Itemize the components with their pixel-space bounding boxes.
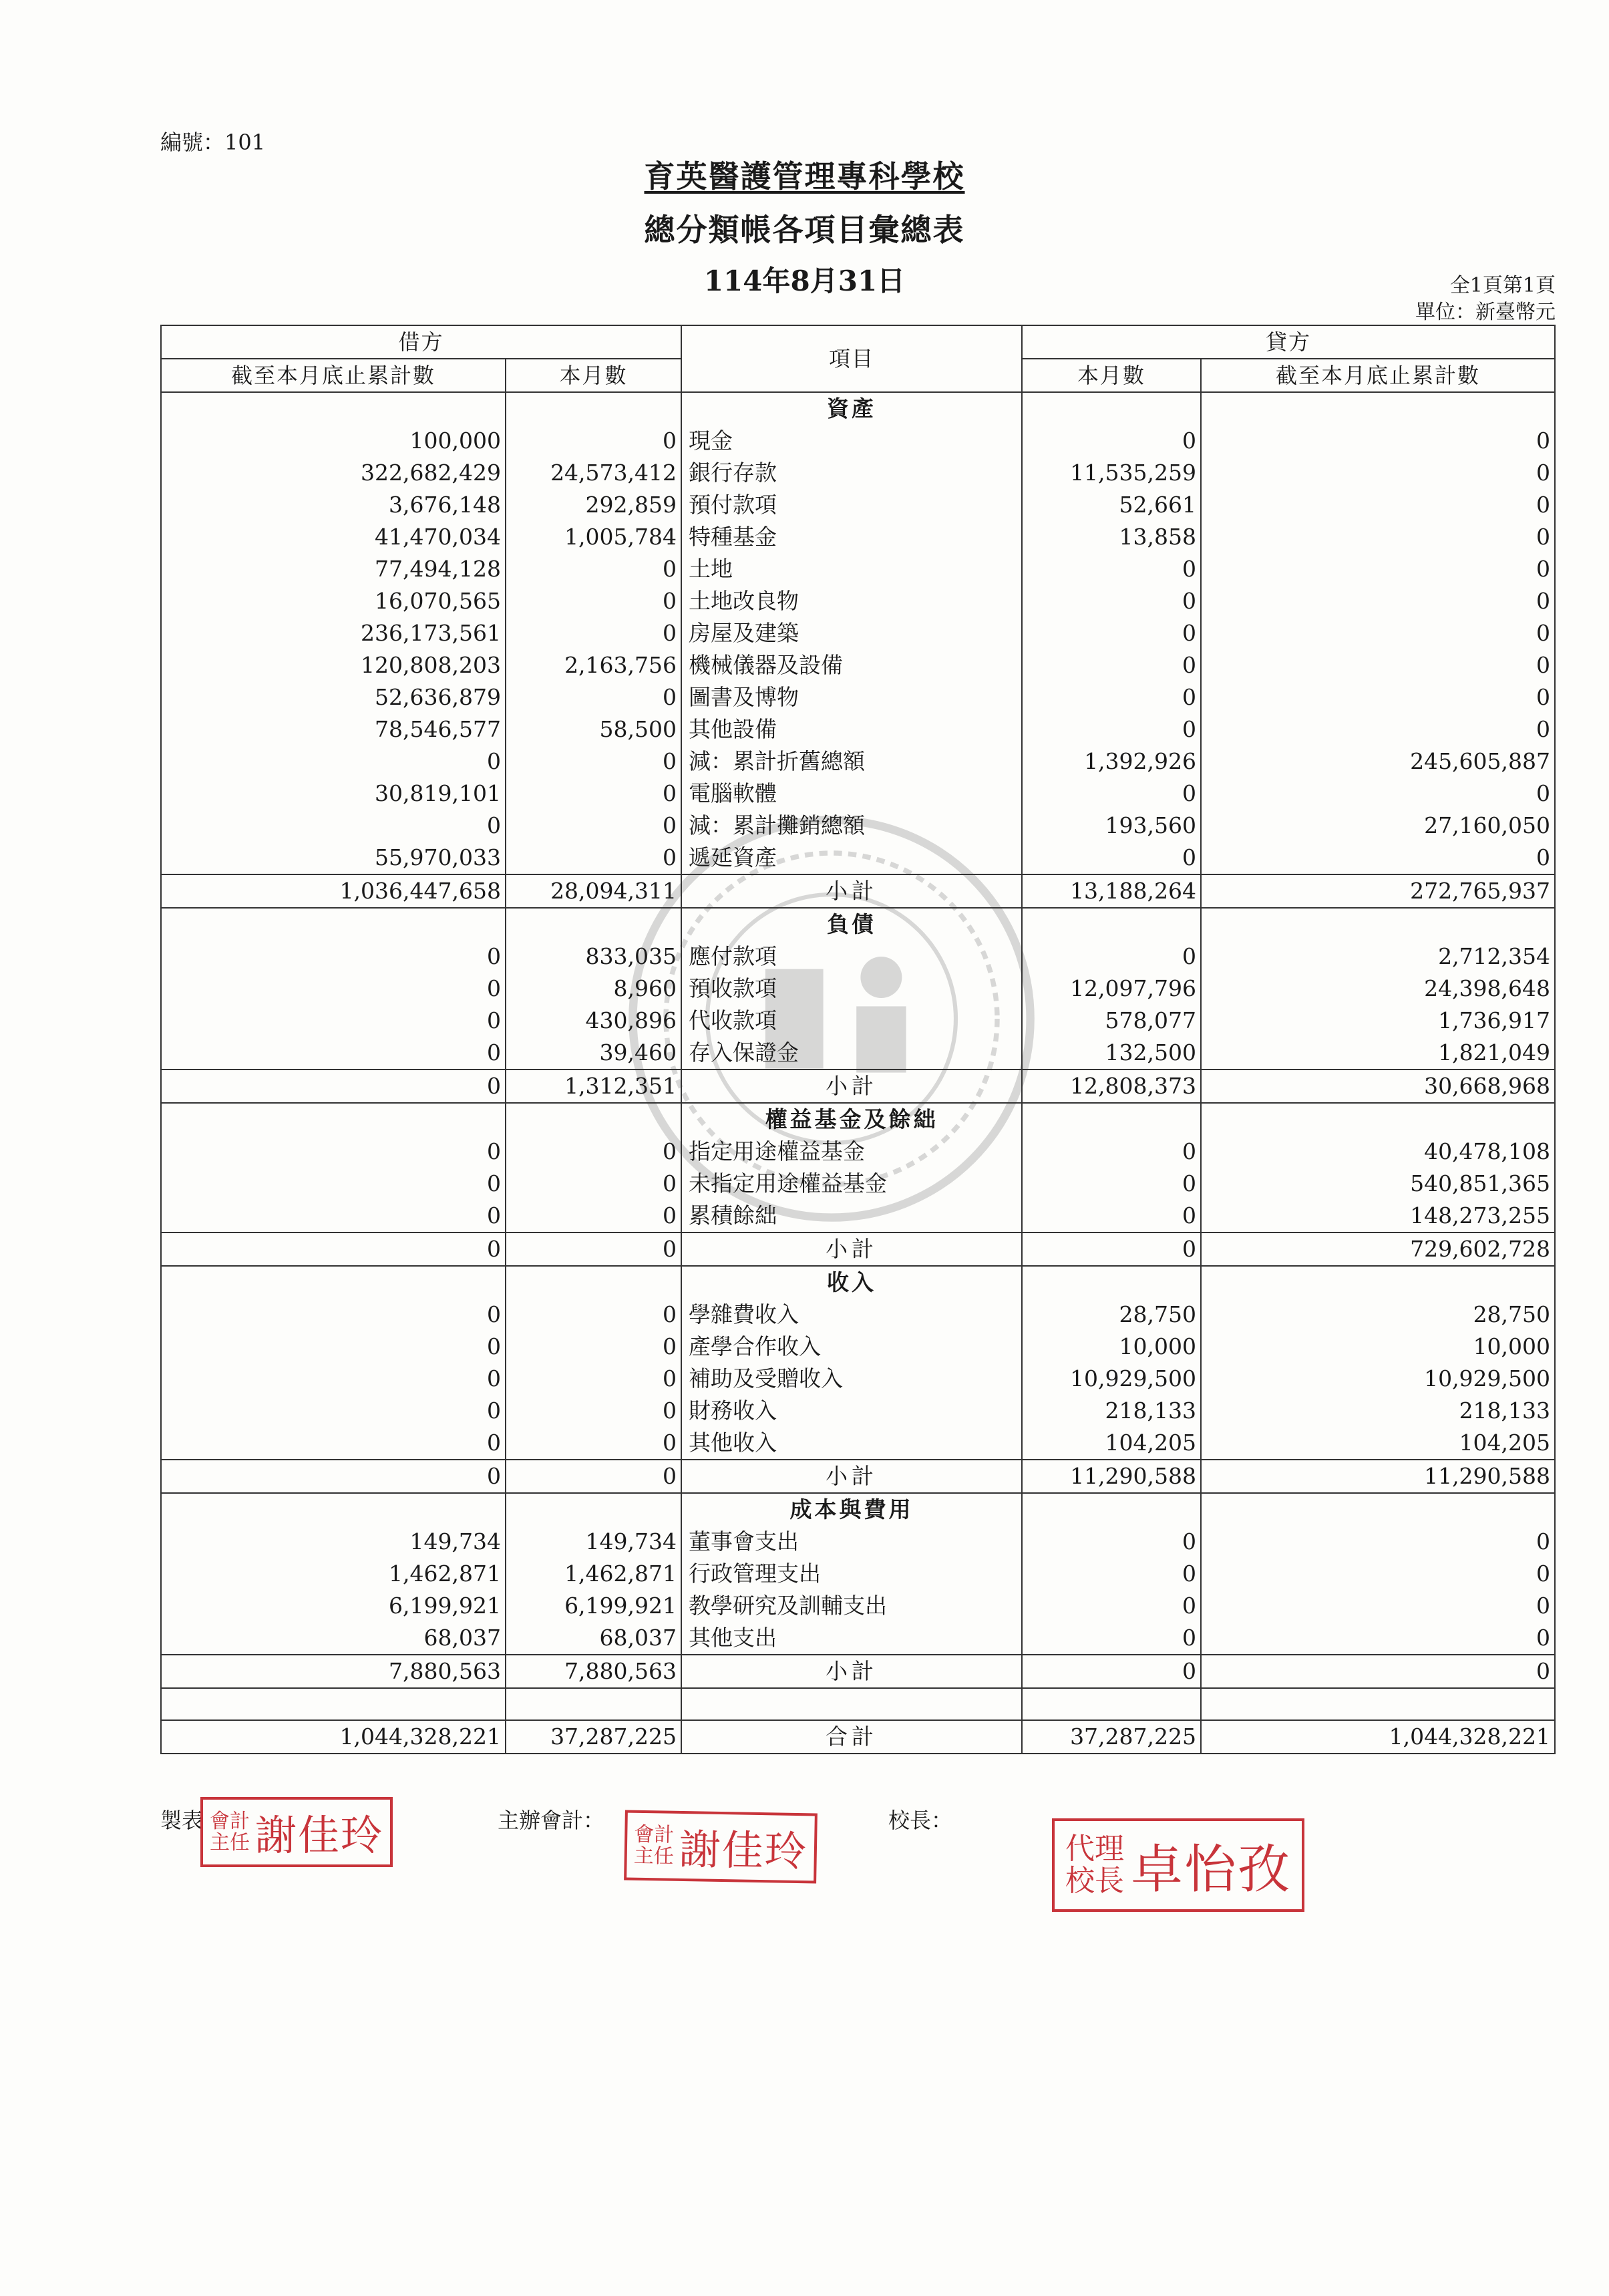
item-cell: 教學研究及訓輔支出	[681, 1590, 1022, 1622]
credit-cumulative-header: 截至本月底止累計數	[1201, 359, 1555, 392]
debit-month-cell: 0	[506, 553, 681, 585]
stamp-char: 校	[1065, 1864, 1095, 1898]
item-cell: 減：累計折舊總額	[681, 746, 1022, 778]
credit-cumulative-cell: 0	[1201, 585, 1555, 617]
empty-cell	[1022, 908, 1201, 941]
table-row	[161, 713, 1555, 746]
empty-cell	[1201, 1688, 1555, 1720]
empty-cell	[161, 908, 506, 941]
debit-month-cell: 0	[506, 810, 681, 842]
debit-cumulative-cell: 1,036,447,658	[161, 874, 506, 908]
empty-cell	[1022, 1103, 1201, 1136]
chief-accountant-label: 主辦會計：	[498, 1808, 605, 1833]
debit-cumulative-cell: 149,734	[161, 1526, 506, 1558]
empty-cell	[506, 392, 681, 425]
debit-month-cell: 0	[506, 681, 681, 713]
item-cell: 指定用途權益基金	[681, 1136, 1022, 1168]
stamp-char: 主	[633, 1844, 655, 1868]
item-cell: 現金	[681, 425, 1022, 457]
item-cell: 學雜費收入	[681, 1299, 1022, 1331]
credit-month-cell: 0	[1022, 1136, 1201, 1168]
credit-cumulative-cell: 1,736,917	[1201, 1005, 1555, 1037]
debit-cumulative-cell: 0	[161, 1427, 506, 1460]
subtotal-row	[161, 1233, 1555, 1266]
debit-cumulative-cell: 0	[161, 1331, 506, 1363]
item-cell: 其他設備	[681, 713, 1022, 746]
credit-month-cell: 0	[1022, 553, 1201, 585]
report-title: 總分類帳各項目彙總表	[644, 212, 965, 248]
table-row	[161, 1037, 1555, 1070]
credit-month-cell: 13,188,264	[1022, 874, 1201, 908]
empty-cell	[506, 908, 681, 941]
credit-month-cell: 10,000	[1022, 1331, 1201, 1363]
credit-month-cell: 0	[1022, 713, 1201, 746]
subtotal-row	[161, 1460, 1555, 1493]
debit-cumulative-cell: 120,808,203	[161, 649, 506, 681]
section-header-row	[161, 1103, 1555, 1136]
item-cell: 代收款項	[681, 1005, 1022, 1037]
debit-cumulative-cell: 0	[161, 746, 506, 778]
credit-month-cell: 0	[1022, 1233, 1201, 1266]
debit-month-cell: 0	[506, 1136, 681, 1168]
debit-month-cell: 1,312,351	[506, 1070, 681, 1103]
credit-month-cell: 11,535,259	[1022, 457, 1201, 489]
stamp-name: 謝佳玲	[679, 1824, 808, 1876]
debit-month-cell: 0	[506, 842, 681, 874]
table-row	[161, 842, 1555, 874]
table-row	[161, 1136, 1555, 1168]
empty-cell	[506, 1493, 681, 1526]
credit-cumulative-cell: 24,398,648	[1201, 973, 1555, 1005]
credit-month-cell: 0	[1022, 842, 1201, 874]
credit-cumulative-cell: 0	[1201, 1590, 1555, 1622]
debit-cumulative-cell: 0	[161, 973, 506, 1005]
debit-cumulative-cell: 236,173,561	[161, 617, 506, 649]
debit-cumulative-cell: 55,970,033	[161, 842, 506, 874]
credit-month-cell: 0	[1022, 617, 1201, 649]
subtotal-row	[161, 1070, 1555, 1103]
debit-month-cell: 0	[506, 746, 681, 778]
credit-cumulative-cell: 0	[1201, 521, 1555, 553]
item-cell: 土地	[681, 553, 1022, 585]
debit-cumulative-cell: 0	[161, 1395, 506, 1427]
credit-cumulative-cell: 2,712,354	[1201, 941, 1555, 973]
debit-month-cell: 0	[506, 1168, 681, 1200]
debit-cumulative-header: 截至本月底止累計數	[161, 359, 506, 392]
credit-cumulative-cell: 0	[1201, 1622, 1555, 1655]
debit-cumulative-cell: 0	[161, 1299, 506, 1331]
credit-month-cell: 0	[1022, 1590, 1201, 1622]
credit-month-cell: 11,290,588	[1022, 1460, 1201, 1493]
credit-month-cell: 132,500	[1022, 1037, 1201, 1070]
credit-cumulative-cell: 0	[1201, 1526, 1555, 1558]
credit-month-cell: 28,750	[1022, 1299, 1201, 1331]
credit-cumulative-cell: 40,478,108	[1201, 1136, 1555, 1168]
debit-month-cell: 0	[506, 1200, 681, 1233]
document-number: 編號：101	[160, 130, 266, 155]
table-row	[161, 778, 1555, 810]
debit-month-cell: 0	[506, 1233, 681, 1266]
section-header-row	[161, 908, 1555, 941]
item-cell: 其他支出	[681, 1622, 1022, 1655]
credit-cumulative-cell: 1,821,049	[1201, 1037, 1555, 1070]
section-title: 收入	[681, 1266, 1022, 1299]
credit-month-cell: 0	[1022, 585, 1201, 617]
table-row	[161, 425, 1555, 457]
debit-cumulative-cell: 77,494,128	[161, 553, 506, 585]
credit-cumulative-cell: 30,668,968	[1201, 1070, 1555, 1103]
empty-cell	[681, 1688, 1022, 1720]
section-header-row	[161, 1493, 1555, 1526]
ledger-body	[161, 325, 1555, 1754]
debit-cumulative-cell: 322,682,429	[161, 457, 506, 489]
credit-cumulative-cell: 0	[1201, 1558, 1555, 1590]
credit-month-cell: 12,097,796	[1022, 973, 1201, 1005]
table-row	[161, 1395, 1555, 1427]
table-row	[161, 649, 1555, 681]
credit-month-cell: 10,929,500	[1022, 1363, 1201, 1395]
debit-cumulative-cell: 100,000	[161, 425, 506, 457]
stamp-char: 主	[210, 1830, 230, 1854]
stamp-char: 會	[210, 1809, 230, 1833]
table-row	[161, 1590, 1555, 1622]
debit-cumulative-cell: 6,199,921	[161, 1590, 506, 1622]
credit-month-cell: 0	[1022, 649, 1201, 681]
subtotal-label: 小計	[681, 1233, 1022, 1266]
debit-cumulative-cell: 3,676,148	[161, 489, 506, 521]
section-title: 資產	[681, 392, 1022, 425]
section-header-row	[161, 392, 1555, 425]
item-cell: 遞延資產	[681, 842, 1022, 874]
debit-cumulative-cell: 0	[161, 1070, 506, 1103]
empty-cell	[161, 1493, 506, 1526]
credit-cumulative-cell: 148,273,255	[1201, 1200, 1555, 1233]
debit-month-cell: 8,960	[506, 973, 681, 1005]
credit-month-cell: 193,560	[1022, 810, 1201, 842]
table-row	[161, 1200, 1555, 1233]
subtotal-label: 小計	[681, 874, 1022, 908]
table-row	[161, 681, 1555, 713]
empty-cell	[1022, 1493, 1201, 1526]
table-row	[161, 1363, 1555, 1395]
debit-cumulative-cell: 0	[161, 1136, 506, 1168]
table-row	[161, 1558, 1555, 1590]
empty-cell	[506, 1266, 681, 1299]
blank-row	[161, 1688, 1555, 1720]
debit-cumulative-cell: 0	[161, 1200, 506, 1233]
stamp-name: 卓怡孜	[1131, 1840, 1292, 1900]
debit-month-header: 本月數	[506, 359, 681, 392]
empty-cell	[1201, 1103, 1555, 1136]
empty-cell	[1201, 1493, 1555, 1526]
debit-cumulative-cell: 0	[161, 1037, 506, 1070]
credit-cumulative-cell: 11,290,588	[1201, 1460, 1555, 1493]
credit-cumulative-cell: 1,044,328,221	[1201, 1720, 1555, 1754]
item-cell: 財務收入	[681, 1395, 1022, 1427]
table-row	[161, 941, 1555, 973]
credit-cumulative-cell: 0	[1201, 457, 1555, 489]
item-cell: 董事會支出	[681, 1526, 1022, 1558]
debit-month-cell: 39,460	[506, 1037, 681, 1070]
stamp-char: 長	[1095, 1864, 1124, 1898]
debit-month-cell: 37,287,225	[506, 1720, 681, 1754]
empty-cell	[161, 1688, 506, 1720]
total-row	[161, 1720, 1555, 1754]
credit-cumulative-cell: 10,929,500	[1201, 1363, 1555, 1395]
debit-month-cell: 24,573,412	[506, 457, 681, 489]
subtotal-label: 小計	[681, 1070, 1022, 1103]
credit-month-cell: 104,205	[1022, 1427, 1201, 1460]
credit-month-cell: 0	[1022, 425, 1201, 457]
credit-cumulative-cell: 0	[1201, 713, 1555, 746]
preparer-stamp	[200, 1797, 393, 1867]
stamp-char: 計	[653, 1822, 675, 1847]
credit-cumulative-cell: 218,133	[1201, 1395, 1555, 1427]
credit-cumulative-cell: 0	[1201, 649, 1555, 681]
empty-cell	[161, 1266, 506, 1299]
empty-cell	[161, 392, 506, 425]
credit-cumulative-cell: 540,851,365	[1201, 1168, 1555, 1200]
debit-month-cell: 430,896	[506, 1005, 681, 1037]
debit-month-cell: 292,859	[506, 489, 681, 521]
credit-header: 貸方	[1022, 325, 1555, 359]
stamp-char: 會	[634, 1822, 655, 1846]
table-row	[161, 585, 1555, 617]
subtotal-row	[161, 1655, 1555, 1688]
item-cell: 銀行存款	[681, 457, 1022, 489]
table-row	[161, 617, 1555, 649]
section-title: 權益基金及餘絀	[681, 1103, 1022, 1136]
empty-cell	[506, 1688, 681, 1720]
debit-month-cell: 1,005,784	[506, 521, 681, 553]
item-cell: 產學合作收入	[681, 1331, 1022, 1363]
debit-month-cell: 58,500	[506, 713, 681, 746]
item-cell: 房屋及建築	[681, 617, 1022, 649]
debit-month-cell: 0	[506, 617, 681, 649]
preparer-label: 製表	[160, 1808, 204, 1833]
credit-cumulative-cell: 245,605,887	[1201, 746, 1555, 778]
table-row	[161, 489, 1555, 521]
table-row	[161, 1622, 1555, 1655]
debit-month-cell: 0	[506, 1427, 681, 1460]
item-cell: 未指定用途權益基金	[681, 1168, 1022, 1200]
credit-month-cell: 0	[1022, 1622, 1201, 1655]
debit-month-cell: 0	[506, 1460, 681, 1493]
section-title: 負債	[681, 908, 1022, 941]
debit-cumulative-cell: 1,462,871	[161, 1558, 506, 1590]
page-info	[1415, 273, 1556, 326]
table-row	[161, 810, 1555, 842]
credit-cumulative-cell: 0	[1201, 1655, 1555, 1688]
credit-month-header: 本月數	[1022, 359, 1201, 392]
item-cell: 存入保證金	[681, 1037, 1022, 1070]
empty-cell	[1022, 392, 1201, 425]
table-row	[161, 1168, 1555, 1200]
item-cell: 減：累計攤銷總額	[681, 810, 1022, 842]
debit-month-cell: 0	[506, 778, 681, 810]
credit-cumulative-cell: 0	[1201, 842, 1555, 874]
debit-month-cell: 28,094,311	[506, 874, 681, 908]
debit-month-cell: 0	[506, 1395, 681, 1427]
credit-month-cell: 12,808,373	[1022, 1070, 1201, 1103]
item-cell: 補助及受贈收入	[681, 1363, 1022, 1395]
item-cell: 累積餘絀	[681, 1200, 1022, 1233]
credit-month-cell: 13,858	[1022, 521, 1201, 553]
ledger-summary-table	[160, 325, 1556, 1754]
debit-month-cell: 149,734	[506, 1526, 681, 1558]
currency-unit: 單位：新臺幣元	[1415, 301, 1556, 324]
debit-month-cell: 6,199,921	[506, 1590, 681, 1622]
debit-month-cell: 2,163,756	[506, 649, 681, 681]
debit-month-cell: 7,880,563	[506, 1655, 681, 1688]
credit-month-cell: 0	[1022, 1655, 1201, 1688]
debit-cumulative-cell: 0	[161, 1168, 506, 1200]
debit-month-cell: 833,035	[506, 941, 681, 973]
item-cell: 預收款項	[681, 973, 1022, 1005]
credit-cumulative-cell: 27,160,050	[1201, 810, 1555, 842]
stamp-char: 任	[230, 1830, 250, 1854]
credit-month-cell: 1,392,926	[1022, 746, 1201, 778]
debit-cumulative-cell: 0	[161, 1005, 506, 1037]
table-row	[161, 1526, 1555, 1558]
table-row	[161, 1299, 1555, 1331]
credit-cumulative-cell: 0	[1201, 489, 1555, 521]
credit-cumulative-cell: 10,000	[1201, 1331, 1555, 1363]
empty-cell	[161, 1103, 506, 1136]
chief-accountant-stamp	[624, 1810, 818, 1883]
item-cell: 其他收入	[681, 1427, 1022, 1460]
subtotal-label: 小計	[681, 1460, 1022, 1493]
credit-month-cell: 37,287,225	[1022, 1720, 1201, 1754]
debit-month-cell: 68,037	[506, 1622, 681, 1655]
subtotal-row	[161, 874, 1555, 908]
item-cell: 機械儀器及設備	[681, 649, 1022, 681]
table-row	[161, 746, 1555, 778]
credit-cumulative-cell: 0	[1201, 553, 1555, 585]
header-row-1	[161, 325, 1555, 359]
table-row	[161, 1005, 1555, 1037]
debit-cumulative-cell: 52,636,879	[161, 681, 506, 713]
credit-cumulative-cell: 272,765,937	[1201, 874, 1555, 908]
debit-cumulative-cell: 16,070,565	[161, 585, 506, 617]
debit-month-cell: 0	[506, 1299, 681, 1331]
credit-cumulative-cell: 729,602,728	[1201, 1233, 1555, 1266]
item-cell: 行政管理支出	[681, 1558, 1022, 1590]
credit-month-cell: 0	[1022, 1168, 1201, 1200]
credit-cumulative-cell: 0	[1201, 617, 1555, 649]
table-row	[161, 973, 1555, 1005]
debit-month-cell: 0	[506, 585, 681, 617]
item-header: 項目	[681, 325, 1022, 392]
title-block	[0, 152, 1609, 299]
debit-month-cell: 0	[506, 1331, 681, 1363]
empty-cell	[1022, 1688, 1201, 1720]
credit-month-cell: 0	[1022, 1200, 1201, 1233]
credit-cumulative-cell: 28,750	[1201, 1299, 1555, 1331]
debit-cumulative-cell: 0	[161, 1460, 506, 1493]
debit-cumulative-cell: 78,546,577	[161, 713, 506, 746]
empty-cell	[1201, 392, 1555, 425]
credit-month-cell: 0	[1022, 778, 1201, 810]
school-name: 育英醫護管理專科學校	[644, 158, 965, 194]
section-title: 成本與費用	[681, 1493, 1022, 1526]
debit-month-cell: 0	[506, 425, 681, 457]
credit-cumulative-cell: 104,205	[1201, 1427, 1555, 1460]
credit-month-cell: 0	[1022, 1558, 1201, 1590]
empty-cell	[1022, 1266, 1201, 1299]
debit-cumulative-cell: 0	[161, 1233, 506, 1266]
item-cell: 特種基金	[681, 521, 1022, 553]
report-date: 114年8月31日	[703, 265, 906, 297]
debit-month-cell: 0	[506, 1363, 681, 1395]
item-cell: 電腦軟體	[681, 778, 1022, 810]
principal-stamp	[1052, 1818, 1304, 1912]
item-cell: 土地改良物	[681, 585, 1022, 617]
credit-month-cell: 0	[1022, 1526, 1201, 1558]
debit-cumulative-cell: 0	[161, 810, 506, 842]
stamp-char: 計	[230, 1809, 250, 1833]
empty-cell	[1201, 1266, 1555, 1299]
credit-month-cell: 578,077	[1022, 1005, 1201, 1037]
item-cell: 應付款項	[681, 941, 1022, 973]
debit-cumulative-cell: 0	[161, 941, 506, 973]
debit-cumulative-cell: 7,880,563	[161, 1655, 506, 1688]
credit-cumulative-cell: 0	[1201, 681, 1555, 713]
empty-cell	[1201, 908, 1555, 941]
debit-cumulative-cell: 1,044,328,221	[161, 1720, 506, 1754]
item-cell: 預付款項	[681, 489, 1022, 521]
credit-month-cell: 0	[1022, 941, 1201, 973]
debit-month-cell: 1,462,871	[506, 1558, 681, 1590]
debit-cumulative-cell: 30,819,101	[161, 778, 506, 810]
item-cell: 圖書及博物	[681, 681, 1022, 713]
debit-cumulative-cell: 68,037	[161, 1622, 506, 1655]
table-row	[161, 457, 1555, 489]
credit-month-cell: 0	[1022, 681, 1201, 713]
section-header-row	[161, 1266, 1555, 1299]
stamp-char: 理	[1095, 1832, 1124, 1866]
debit-header: 借方	[161, 325, 681, 359]
table-row	[161, 1427, 1555, 1460]
stamp-char: 代	[1065, 1832, 1095, 1866]
table-row	[161, 553, 1555, 585]
credit-cumulative-cell: 0	[1201, 778, 1555, 810]
debit-cumulative-cell: 41,470,034	[161, 521, 506, 553]
empty-cell	[506, 1103, 681, 1136]
credit-cumulative-cell: 0	[1201, 425, 1555, 457]
subtotal-label: 小計	[681, 1655, 1022, 1688]
table-row	[161, 521, 1555, 553]
page-number: 全1頁第1頁	[1449, 274, 1556, 297]
debit-cumulative-cell: 0	[161, 1363, 506, 1395]
stamp-char: 任	[653, 1844, 675, 1868]
total-label: 合計	[681, 1720, 1022, 1754]
table-row	[161, 1331, 1555, 1363]
principal-label: 校長：	[888, 1808, 953, 1833]
stamp-name: 謝佳玲	[255, 1811, 384, 1860]
credit-month-cell: 218,133	[1022, 1395, 1201, 1427]
credit-month-cell: 52,661	[1022, 489, 1201, 521]
